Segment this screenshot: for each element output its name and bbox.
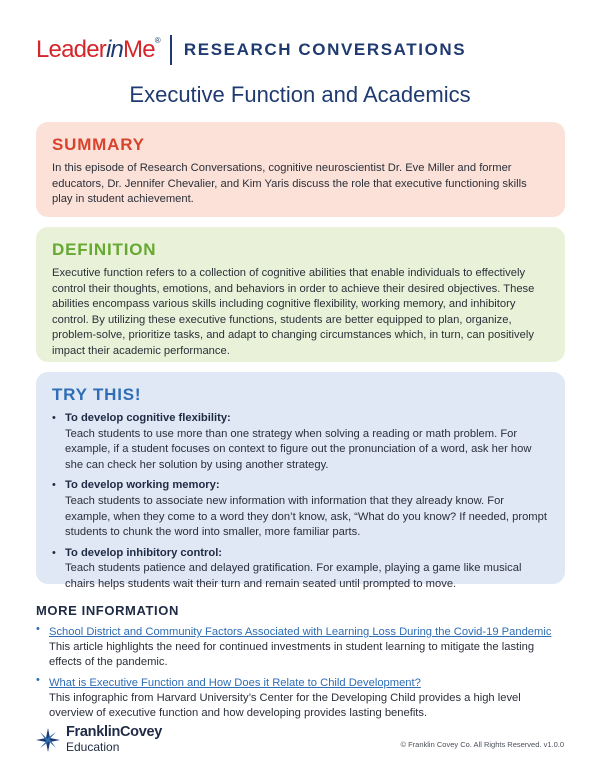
list-item [52, 546, 549, 593]
bullet-icon: • [52, 546, 56, 559]
more-information-section [36, 603, 565, 724]
definition-text: Executive function refers to a collection of cognitive abilities that enable individuals to effectively control their thoughts, emotions, and behaviors in order to achieve their desired objectives. These abilities encompass various skills including cognitive flexibility, working memory, and inhibitory control. By utilizing these executive functions, students are better equipped to plan, organize, problem-solve, prioritize tasks, and adapt to changing circumstances which, in turn, can positively impact their academic performance. [52, 267, 535, 357]
bullet-icon: • [36, 674, 40, 686]
compass-star-icon [36, 728, 60, 752]
try-this-card [36, 372, 565, 590]
list-item [36, 622, 565, 670]
list-item [36, 673, 565, 721]
tip-body: Teach students patience and delayed gratification. For example, playing a game like musical chairs helps students wait their turn and remain seated until prompted to move. [65, 562, 522, 590]
more-information-list [36, 622, 565, 721]
header-divider [170, 35, 172, 65]
summary-card [36, 122, 565, 217]
franklincovey-logo [36, 725, 162, 755]
leader-in-me-logo: LeaderinMe® [36, 36, 160, 63]
link-description: This infographic from Harvard University’s Center for the Developing Child provides a high level overview of executive function and how developing provides lasting benefits. [49, 692, 521, 719]
copyright-text: © Franklin Covey Co. All Rights Reserved. v1.0.0 [400, 740, 564, 749]
bullet-icon: • [52, 412, 56, 424]
summary-text: In this episode of Research Conversations, cognitive neuroscientist Dr. Eve Miller and former educators, Dr. Jennifer Chevalier, and Kim Yaris discuss the role that executive functioning skills play in student achievement. [52, 162, 527, 206]
bullet-icon: • [36, 623, 40, 635]
tip-lead: To develop cognitive flexibility: [65, 412, 231, 424]
bullet-icon: • [52, 479, 56, 492]
definition-card [36, 227, 565, 362]
series-title: RESEARCH CONVERSATIONS [183, 40, 467, 59]
page-title: Executive Function and Academics [129, 82, 471, 107]
tip-lead: To develop inhibitory control: [65, 546, 223, 559]
executive-function-infographic-link[interactable]: What is Executive Function and How Does it Relate to Child Development? [49, 677, 421, 689]
tip-lead: To develop working memory: [65, 479, 220, 492]
list-item [52, 411, 549, 473]
more-information-heading: MORE INFORMATION [36, 603, 179, 618]
tip-body: Teach students to associate new information with information that they already know. For example, when they come to a word they don’t know, ask, “What do you know? If needed, prompt students to chunk the word into smaller, more familiar parts. [65, 494, 547, 539]
learning-loss-article-link[interactable]: School District and Community Factors Associated with Learning Loss During the Covid-19 Pandemic [49, 626, 552, 638]
list-item [52, 478, 549, 540]
footer-brand: FranklinCovey [66, 724, 163, 740]
tip-body: Teach students to use more than one strategy when solving a reading or math problem. For example, if a student focuses on context to figure out the pronunciation of a word, ask her how she can check her solution by using another strategy. [65, 427, 532, 471]
definition-heading: DEFINITION [52, 240, 157, 259]
summary-heading: SUMMARY [52, 135, 145, 154]
try-this-list [52, 411, 549, 593]
try-this-heading: TRY THIS! [52, 385, 142, 404]
link-description: This article highlights the need for continued investments in student learning to mitigate the lasting effects of the pandemic. [49, 641, 535, 668]
footer-brand-sub: Education [66, 740, 120, 754]
page-header [36, 34, 466, 66]
